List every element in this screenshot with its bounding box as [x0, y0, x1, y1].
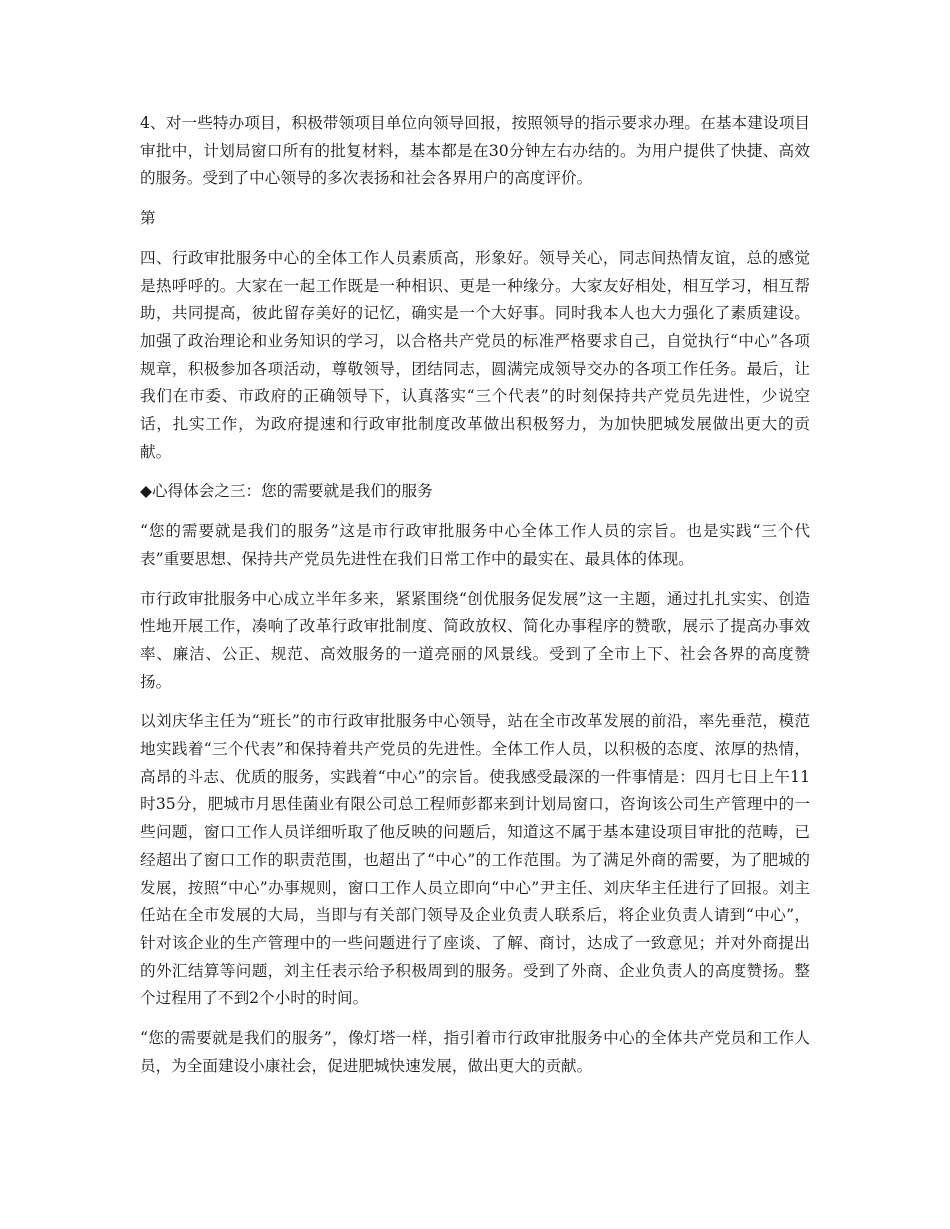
paragraph-staff-quality: 四、行政审批服务中心的全体工作人员素质高，形象好。领导关心，同志间热情友谊，总的感觉是热呼呼的。大家在一起工作既是一种相识、更是一种缘分。大家友好相处，相互学习，相互帮助，共同提高，彼此留存美好的记忆，确实是一个大好事。同时我本人也大力强化了素质建设。加强了政治理论和业务知识的学习，以合格共产党员的标准严格要求自己，自觉执行“中心”各项规章，积极参加各项活动，尊敬领导，团结同志，圆满完成领导交办的各项工作任务。最后，让我们在市委、市政府的正确领导下，认真落实“三个代表”的时刻保持共产党员先进性，少说空话，扎实工作，为政府提速和行政审批制度改革做出积极努力，为加快肥城发展做出更大的贡献。 [140, 248, 810, 461]
paragraph-special-projects: 4、对一些特办项目，积极带领项目单位向领导回报，按照领导的指示要求办理。在基本建设项目审批中，计划局窗口所有的批复材料，基本都是在30分钟左右办结的。为用户提供了快捷、高效的服务。受到了中心领导的多次表扬和社会各界用户的高度评价。 [140, 114, 810, 188]
section-heading: ◆心得体会之三：您的需要就是我们的服务 [140, 482, 433, 501]
paragraph-conclusion: “您的需要就是我们的服务”，像灯塔一样，指引着市行政审批服务中心的全体共产党员和工作人员，为全面建设小康社会，促进肥城快速发展，做出更大的贡献。 [140, 1029, 810, 1075]
paragraph-example-story: 以刘庆华主任为“班长”的市行政审批服务中心领导，站在全市改革发展的前沿，率先垂范，模范地实践着“三个代表”和保持着共产党员的先进性。全体工作人员，以积极的态度、浓厚的热情，高昂的斗志、优质的服务，实践着“中心”的宗旨。使我感受最深的一件事情是：四月七日上午11时35分，肥城市月思佳菌业有限公司总工程师彭都来到计划局窗口，咨询该公司生产管理中的一些问题，窗口工作人员详细听取了他反映的问题后，知道这不属于基本建设项目审批的范畴，已经超出了窗口工作的职责范围，也超出了“中心”的工作范围。为了满足外商的需要，为了肥城的发展，按照“中心”办事规则，窗口工作人员立即向“中心”尹主任、刘庆华主任进行了回报。刘主任站在全市发展的大局，当即与有关部门领导及企业负责人联系后，将企业负责人请到“中心”，针对该企业的生产管理中的一些问题进行了座谈、了解、商讨，达成了一致意见；并对外商提出的外汇结算等问题，刘主任表示给予积极周到的服务。受到了外商、企业负责人的高度赞扬。整个过程用了不到2个小时的时间。 [140, 712, 810, 1008]
document-page [140, 110, 810, 1093]
paragraph-fragment: 第 [140, 209, 156, 228]
paragraph-motto: “您的需要就是我们的服务”这是市行政审批服务中心全体工作人员的宗旨。也是实践“三个代表”重要思想、保持共产党员先进性在我们日常工作中的最实在、最具体的体现。 [140, 522, 810, 568]
paragraph-half-year: 市行政审批服务中心成立半年多来，紧紧围绕“创优服务促发展”这一主题，通过扎扎实实、创造性地开展工作，凑响了改革行政审批制度、简政放权、简化办事程序的赞歌，展示了提高办事效率、廉洁、公正、规范、高效服务的一道亮丽的风景线。受到了全市上下、社会各界的高度赞扬。 [140, 589, 810, 691]
